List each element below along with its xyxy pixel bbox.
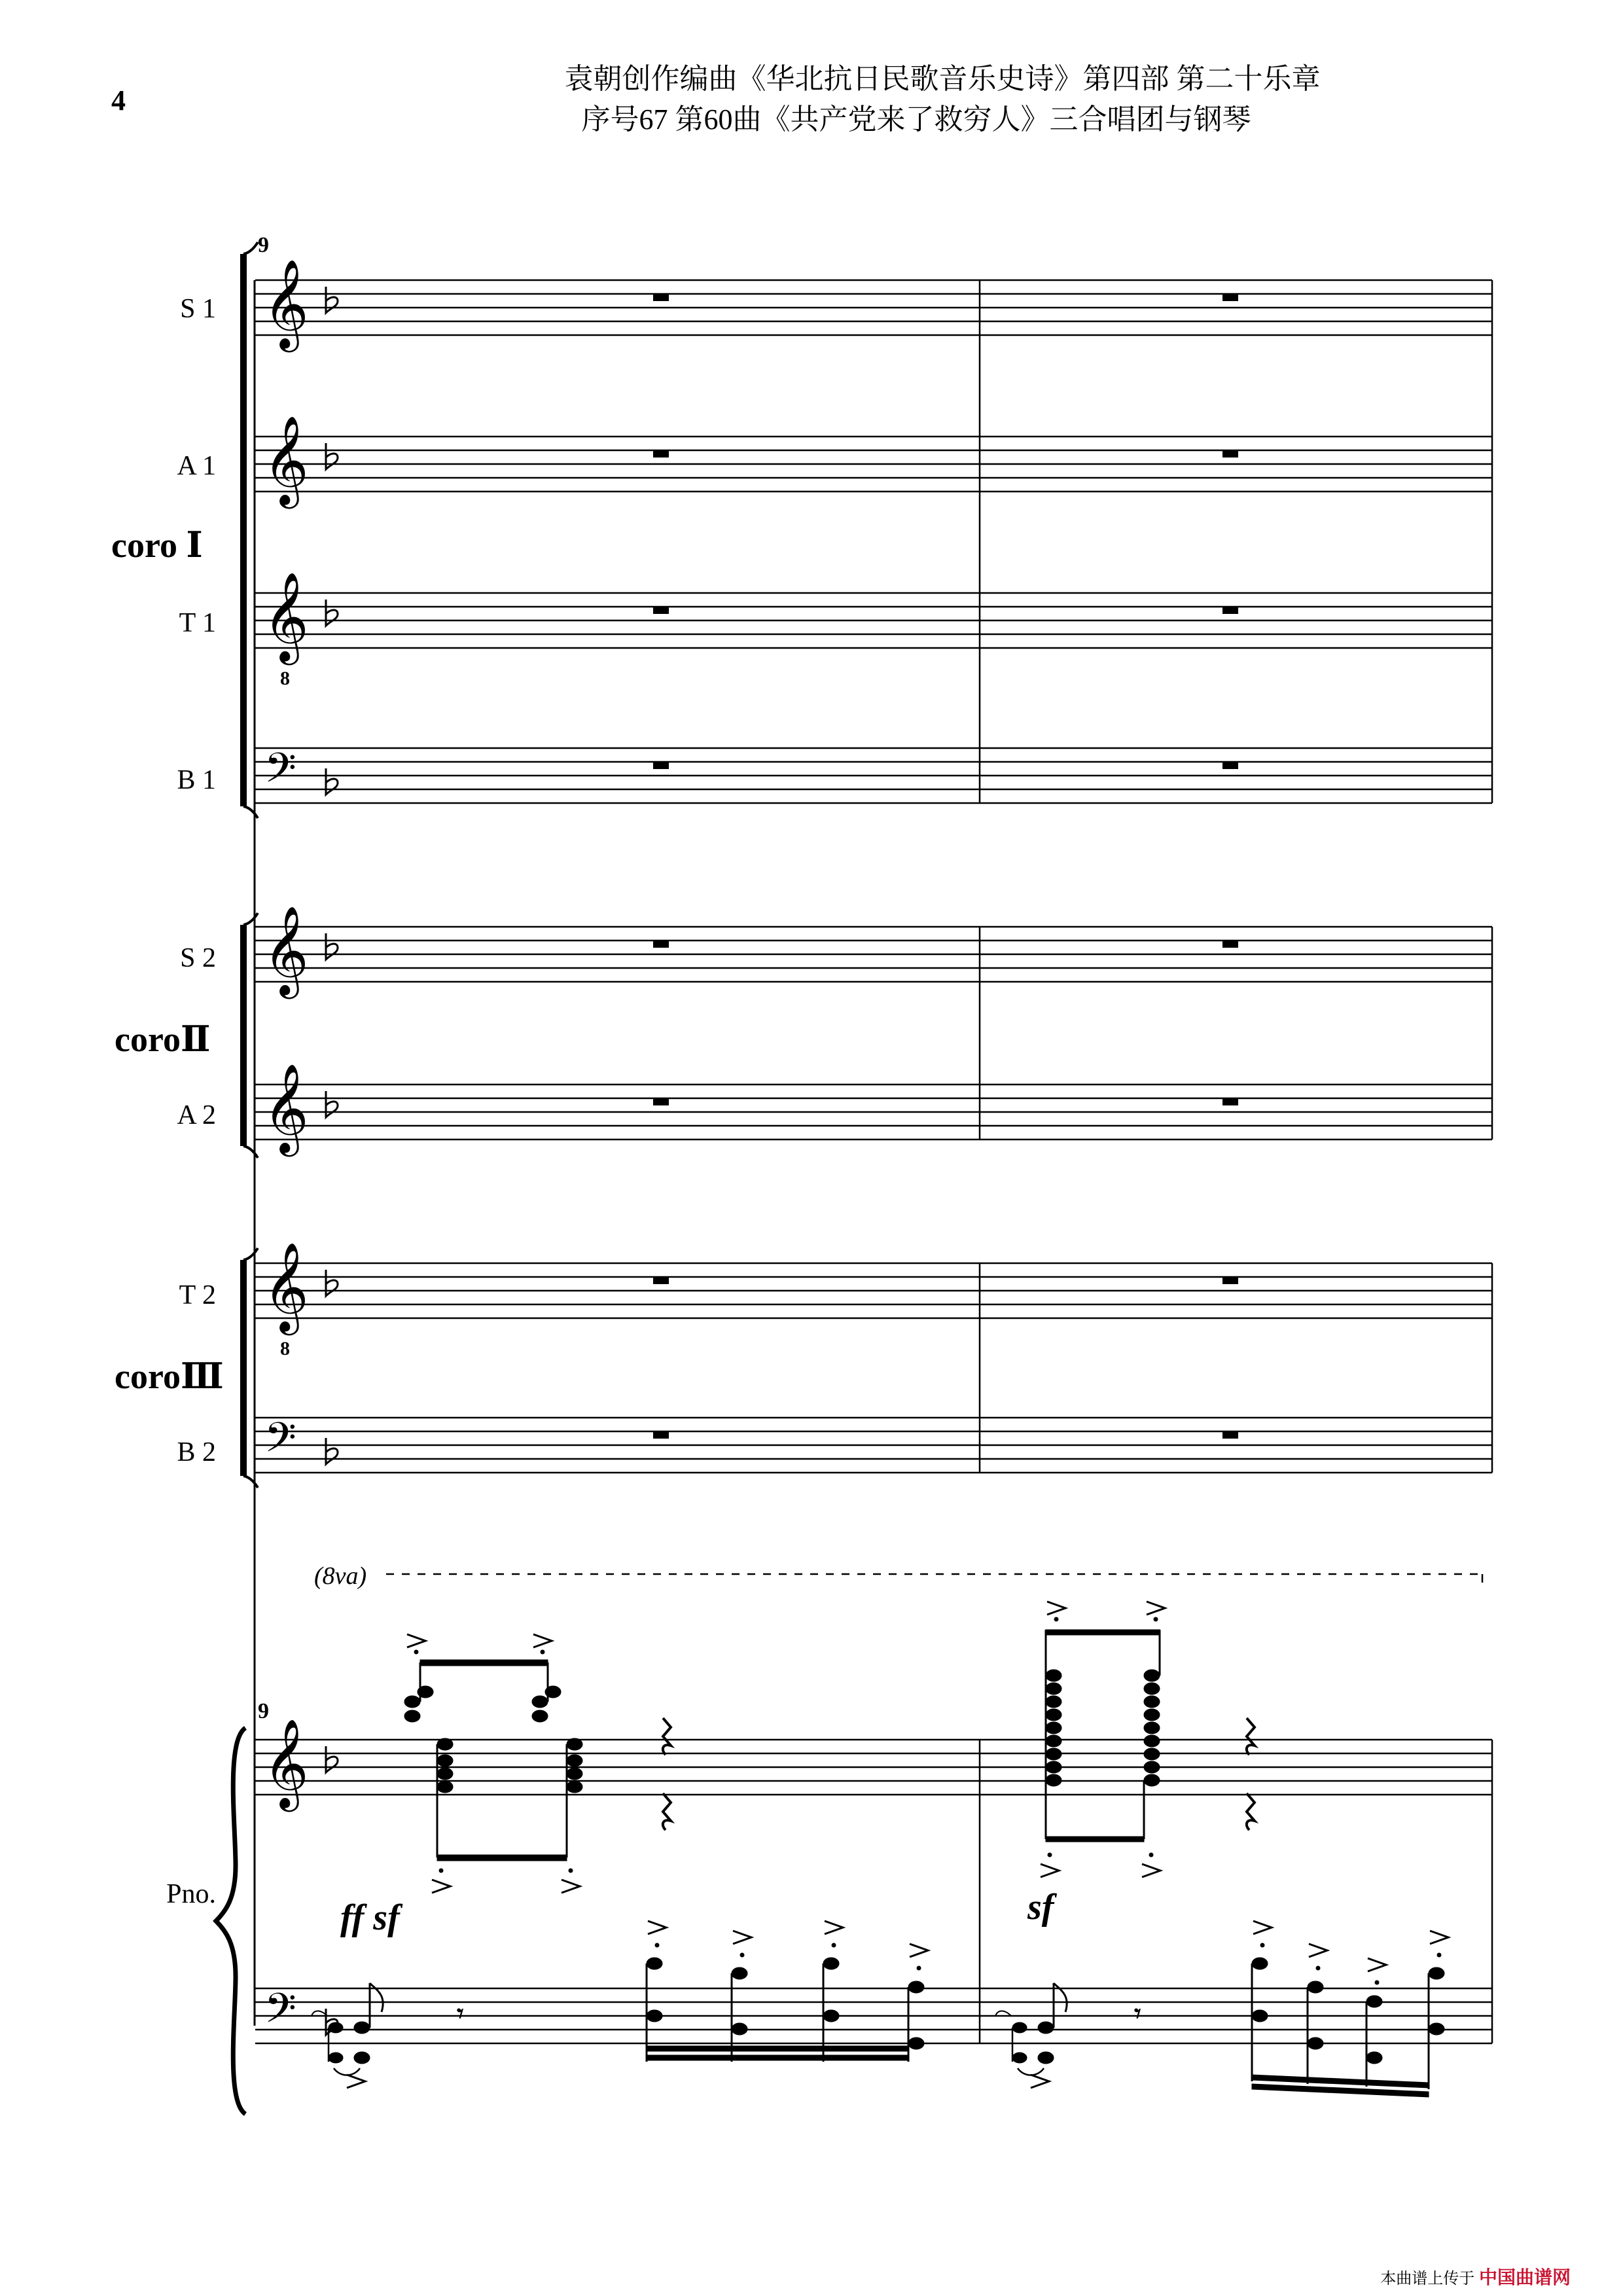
staff-b1: [255, 744, 1492, 803]
staff-a1: [255, 414, 1492, 509]
svg-text:𝄾: 𝄾: [457, 1999, 464, 2029]
staff-label-t1: T 1: [179, 608, 216, 638]
svg-text:𝄢: 𝄢: [264, 1984, 296, 2042]
staff-label-s1: S 1: [180, 294, 216, 324]
dynamic-ff-sf: ff sf: [340, 1897, 400, 1938]
staff-label-t2: T 2: [179, 1280, 216, 1310]
choir-group-2: coroⅡ: [115, 1020, 211, 1059]
footer-brand[interactable]: 中国曲谱网: [1478, 2267, 1571, 2287]
staff-label-a2: A 2: [177, 1100, 216, 1130]
svg-text:𝄢: 𝄢: [264, 1413, 296, 1471]
title-line-2: 序号67 第60曲《共产党来了救穷人》三合唱团与钢琴: [581, 103, 1251, 135]
svg-text:8: 8: [280, 668, 290, 689]
dynamic-sf: sf: [1027, 1887, 1054, 1928]
svg-text:𝄞: 𝄞: [263, 1062, 309, 1153]
staff-label-b2: B 2: [177, 1437, 216, 1467]
measure-number: 9: [258, 233, 269, 257]
staff-s2: [255, 905, 1492, 999]
piano-rh-chords-m1: [404, 1634, 671, 1893]
staff-t1: [255, 571, 1492, 689]
staff-label-b1: B 1: [177, 765, 216, 795]
staff-a2: [255, 1062, 1492, 1157]
staff-b2: [255, 1413, 1492, 1473]
staff-s1: [255, 258, 1492, 352]
svg-text:𝄞: 𝄞: [263, 905, 309, 995]
piano-label: Pno.: [166, 1879, 216, 1909]
staff-label-a1: A 1: [177, 451, 216, 481]
piano-lh-notes-m2: [995, 1921, 1448, 2097]
staff-t2: [255, 1241, 1492, 1359]
svg-text:𝄞: 𝄞: [263, 1717, 309, 1808]
svg-text:𝄞: 𝄞: [263, 258, 309, 348]
svg-text:𝄞: 𝄞: [263, 1241, 309, 1331]
svg-text:𝄾: 𝄾: [1134, 1999, 1141, 2029]
footer-watermark: [1380, 2263, 1571, 2289]
ottava-mark: (8va): [314, 1562, 367, 1590]
page-number: 4: [111, 84, 126, 117]
choir-group-1: coro Ⅰ: [111, 526, 203, 565]
svg-text:𝄞: 𝄞: [263, 414, 309, 505]
footer-text: 本曲谱上传于: [1380, 2270, 1475, 2287]
svg-text:𝄞: 𝄞: [263, 571, 309, 661]
svg-text:8: 8: [280, 1338, 290, 1359]
svg-text:𝄢: 𝄢: [264, 744, 296, 802]
piano-lh-notes-m1: [312, 1921, 928, 2088]
choir-group-3: coroⅢ: [115, 1357, 224, 1396]
title-line-1: 袁朝创作编曲《华北抗日民歌音乐史诗》第四部 第二十乐章: [564, 63, 1321, 95]
piano-brace: [216, 1728, 245, 2114]
piano-measure-number: 9: [258, 1699, 269, 1723]
staff-label-s2: S 2: [180, 943, 216, 973]
